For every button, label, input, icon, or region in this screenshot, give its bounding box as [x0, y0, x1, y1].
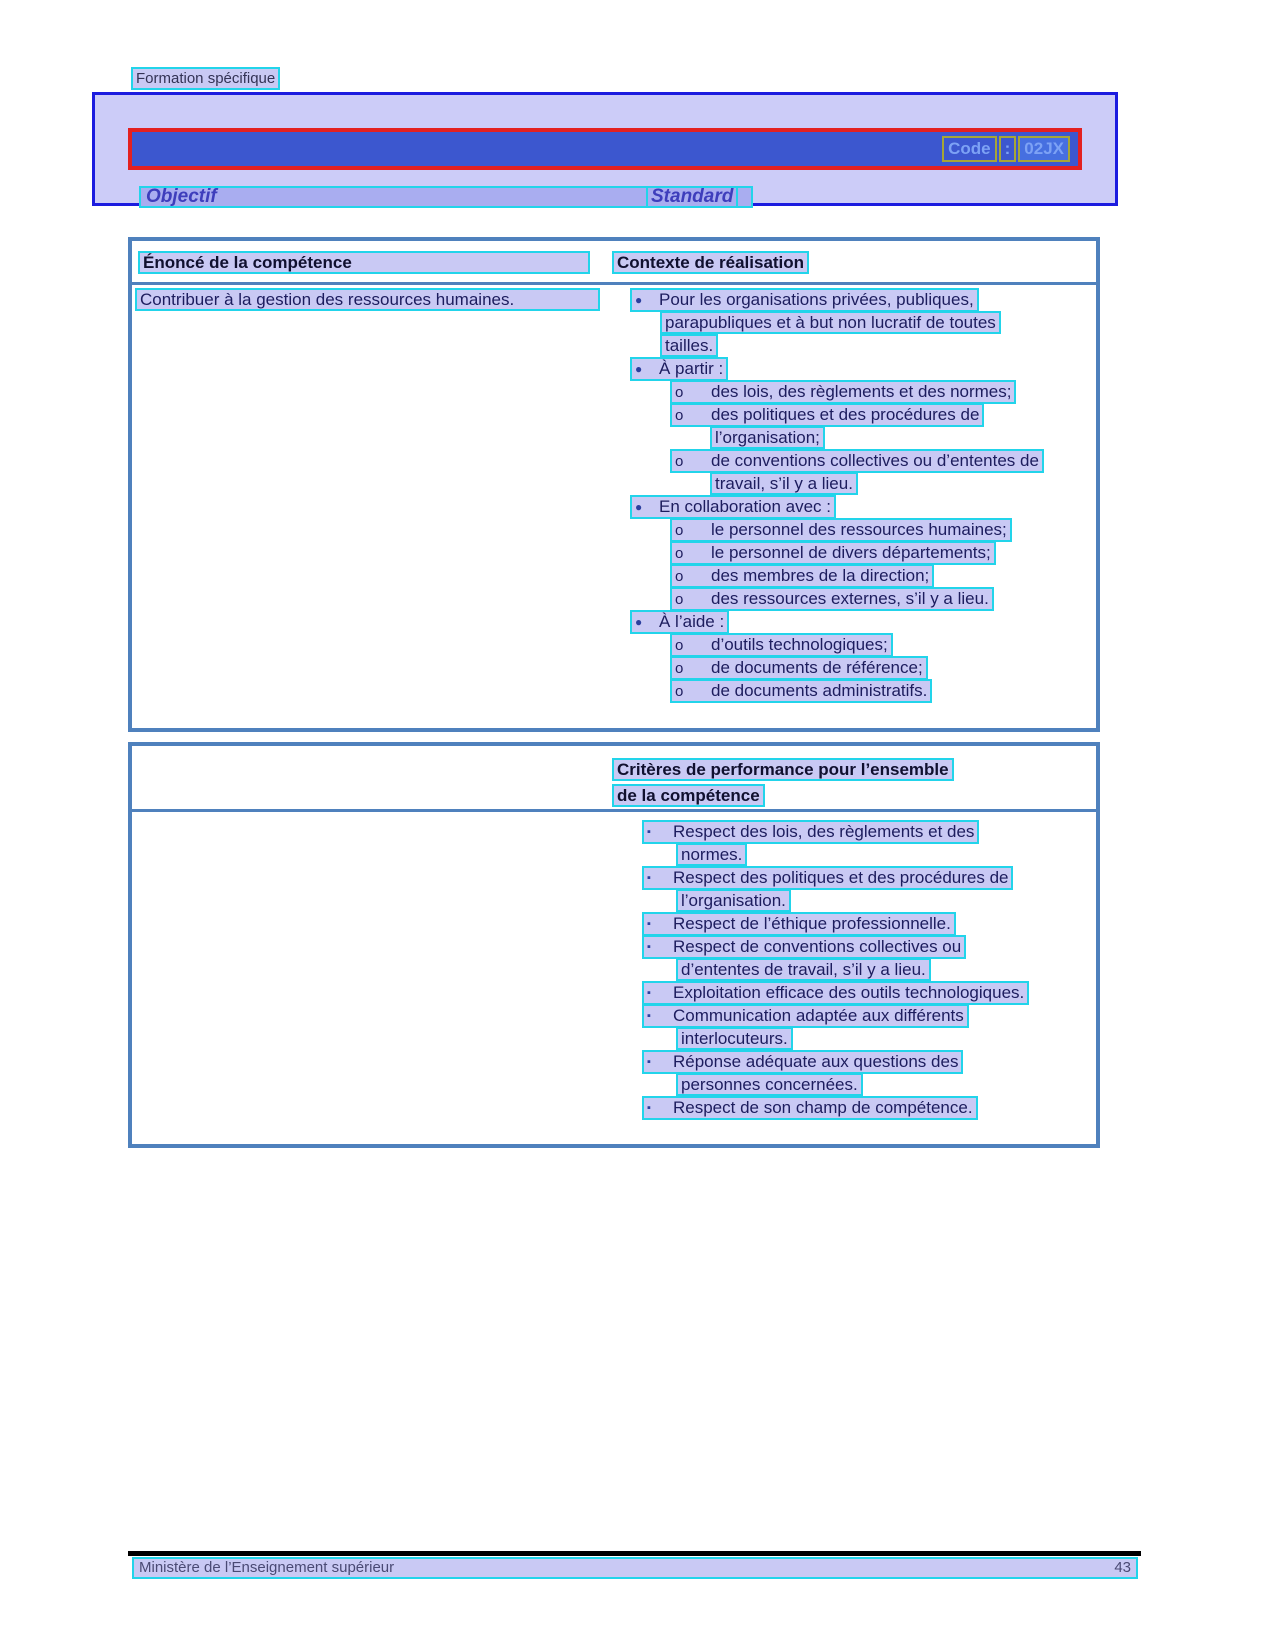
- list-line: [670, 541, 996, 565]
- list-line: [676, 1073, 863, 1096]
- header-contexte: Contexte de réalisation: [612, 251, 809, 274]
- list-line-text: travail, s’il y a lieu.: [715, 474, 853, 493]
- list-line-text: À partir :: [659, 359, 724, 378]
- circle-bullet-icon: o: [675, 660, 684, 677]
- list-line-text: l’organisation;: [715, 428, 820, 447]
- list-line: [642, 820, 979, 844]
- list-line-text: Exploitation efficace des outils technologiques.: [673, 983, 1025, 1002]
- list-line: [612, 758, 954, 781]
- list-line: [630, 610, 729, 634]
- list-line-text: Communication adaptée aux différents: [673, 1006, 964, 1025]
- circle-bullet-icon: o: [675, 637, 684, 654]
- list-line-text: le personnel des ressources humaines;: [711, 520, 1007, 539]
- objectif-heading: Objectif: [146, 186, 217, 207]
- list-line: [612, 784, 765, 807]
- criteres-list: [132, 812, 1096, 1119]
- list-line-text: de conventions collectives ou d’ententes de: [711, 451, 1039, 470]
- bullet-icon: ●: [635, 615, 643, 629]
- footer-ministry-text: Ministère de l’Enseignement supérieur: [139, 1559, 395, 1576]
- list-line: [642, 1004, 969, 1028]
- circle-bullet-icon: o: [675, 522, 684, 539]
- list-line: [630, 288, 979, 312]
- page-footer: [132, 1557, 1138, 1579]
- competence-statement: Contribuer à la gestion des ressources humaines.: [135, 288, 600, 311]
- list-line: [642, 1050, 963, 1074]
- criteres-table-body: [132, 812, 1096, 1119]
- criteres-table: [128, 742, 1100, 1148]
- circle-bullet-icon: o: [675, 384, 684, 401]
- list-line: [642, 912, 956, 936]
- circle-bullet-icon: o: [675, 453, 684, 470]
- competence-table-body: [132, 285, 1096, 702]
- bullet-icon: ▪: [647, 872, 651, 884]
- bullet-icon: ▪: [647, 826, 651, 838]
- circle-bullet-icon: o: [675, 545, 684, 562]
- list-line: [676, 889, 791, 912]
- circle-bullet-icon: o: [675, 568, 684, 585]
- list-line-text: des membres de la direction;: [711, 566, 930, 585]
- list-line: [710, 426, 825, 449]
- list-line-text: Respect de son champ de compétence.: [673, 1098, 973, 1117]
- competence-table: [128, 237, 1100, 732]
- list-line: [630, 495, 836, 519]
- list-line-text: Respect de conventions collectives ou: [673, 937, 962, 956]
- list-line: [670, 587, 994, 611]
- list-line: [670, 449, 1044, 473]
- list-line-text: le personnel de divers départements;: [711, 543, 991, 562]
- list-line-text: des ressources externes, s’il y a lieu.: [711, 589, 989, 608]
- list-line: [660, 334, 718, 357]
- list-line-text: des politiques et des procédures de: [711, 405, 980, 424]
- bullet-icon: ▪: [647, 1010, 651, 1022]
- bullet-icon: ●: [635, 500, 643, 514]
- list-line-text: À l’aide :: [659, 612, 725, 631]
- list-line: [670, 679, 932, 703]
- criteres-table-header: [132, 746, 1096, 812]
- bullet-icon: ▪: [647, 987, 651, 999]
- list-line-text: de documents de référence;: [711, 658, 923, 677]
- list-line: [670, 380, 1016, 404]
- title-section-box: [92, 92, 1118, 206]
- bullet-icon: ▪: [647, 1056, 651, 1068]
- code-value: 02JX: [1018, 136, 1070, 162]
- header-criteres: [612, 758, 954, 810]
- list-line-text: parapubliques et à but non lucratif de toutes: [665, 313, 996, 332]
- list-line: [660, 311, 1001, 334]
- bullet-icon: ▪: [647, 941, 651, 953]
- list-line-text: interlocuteurs.: [681, 1029, 788, 1048]
- footer-rule: [128, 1551, 1141, 1556]
- list-line-text: En collaboration avec :: [659, 497, 831, 516]
- list-line-text: l’organisation.: [681, 891, 786, 910]
- list-line-text: Respect des lois, des règlements et des: [673, 822, 975, 841]
- circle-bullet-icon: o: [675, 683, 684, 700]
- list-line: [642, 935, 966, 959]
- list-line: [670, 633, 893, 657]
- list-line-text: des lois, des règlements et des normes;: [711, 382, 1012, 401]
- list-line: [642, 1096, 978, 1120]
- title-banner: [128, 128, 1082, 170]
- code-label: Code: [942, 136, 997, 162]
- objectif-standard-strip: [139, 186, 753, 208]
- list-line-text: Respect de l’éthique professionnelle.: [673, 914, 951, 933]
- list-line-text: de documents administratifs.: [711, 681, 928, 700]
- bullet-icon: ●: [635, 362, 643, 376]
- list-line-text: tailles.: [665, 336, 714, 355]
- contexte-list: [132, 285, 1096, 702]
- list-line-text: de la compétence: [617, 786, 760, 805]
- list-line: [676, 843, 747, 866]
- list-line-text: normes.: [681, 845, 743, 864]
- circle-bullet-icon: o: [675, 407, 684, 424]
- list-line: [670, 403, 984, 427]
- list-line-text: Réponse adéquate aux questions des: [673, 1052, 959, 1071]
- bullet-icon: ▪: [647, 1102, 651, 1114]
- standard-heading: Standard: [646, 186, 738, 208]
- header-enonce: Énoncé de la compétence: [138, 251, 590, 274]
- list-line: [642, 866, 1013, 890]
- list-line: [630, 357, 728, 381]
- list-line: [710, 472, 858, 495]
- list-line: [670, 518, 1012, 542]
- page-header-label: Formation spécifique: [131, 67, 280, 90]
- list-line-text: personnes concernées.: [681, 1075, 858, 1094]
- list-line: [676, 1027, 793, 1050]
- list-line: [642, 981, 1029, 1005]
- list-line-text: Pour les organisations privées, publiques,: [659, 290, 974, 309]
- circle-bullet-icon: o: [675, 591, 684, 608]
- list-line-text: d’ententes de travail, s’il y a lieu.: [681, 960, 926, 979]
- list-line: [676, 958, 931, 981]
- list-line-text: Critères de performance pour l’ensemble: [617, 760, 949, 779]
- list-line: [670, 656, 928, 680]
- competence-table-header: [132, 241, 1096, 285]
- list-line: [670, 564, 934, 588]
- list-line-text: Respect des politiques et des procédures de: [673, 868, 1009, 887]
- footer-page-number: 43: [1114, 1559, 1131, 1576]
- code-separator: :: [999, 136, 1017, 162]
- bullet-icon: ▪: [647, 918, 651, 930]
- bullet-icon: ●: [635, 293, 643, 307]
- list-line-text: d’outils technologiques;: [711, 635, 888, 654]
